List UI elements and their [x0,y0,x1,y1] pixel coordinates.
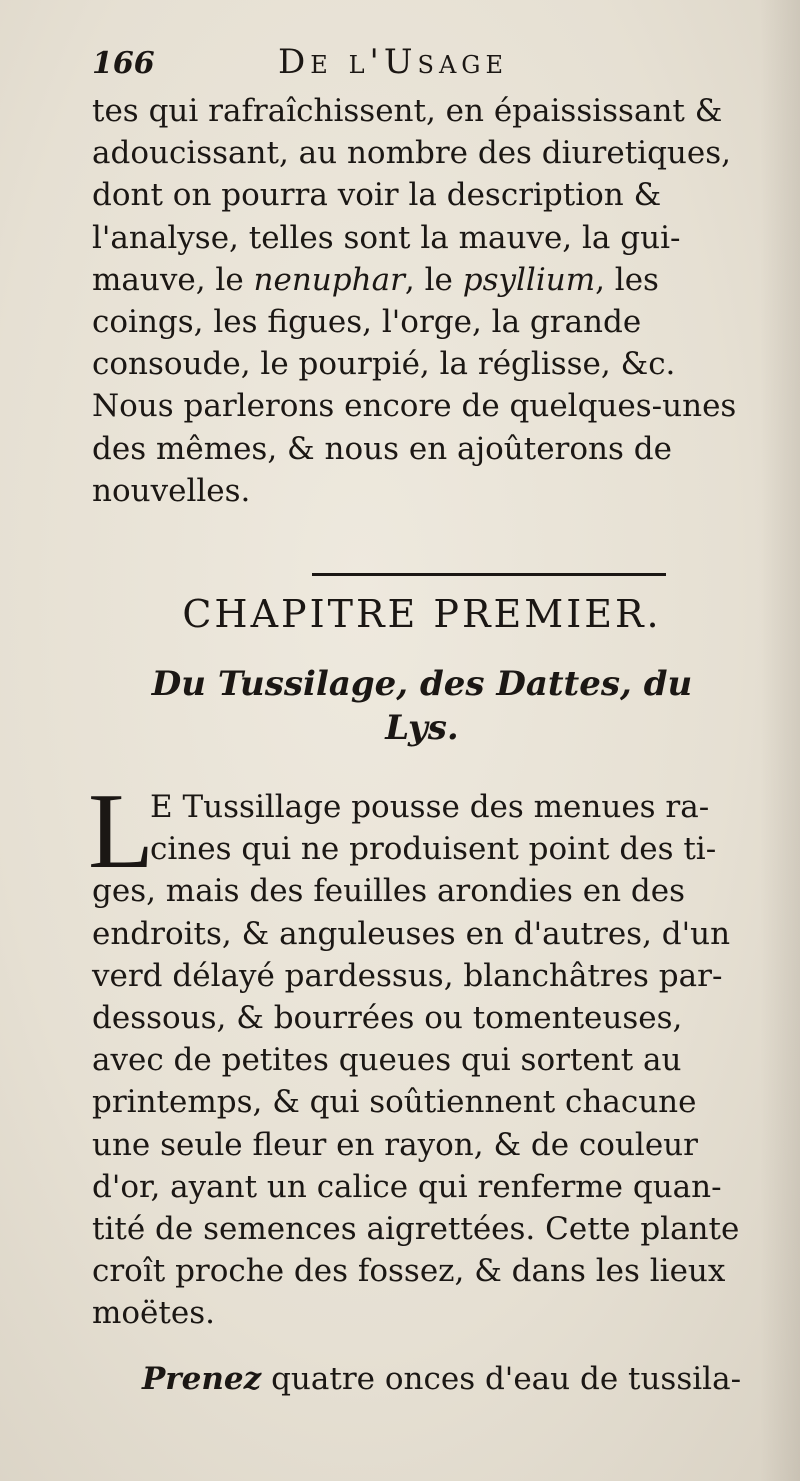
italic-term: nenuphar [253,261,405,298]
paragraph-recipe [92,1358,752,1400]
text-line: tité de semences aigrettées. Cette plante [92,1211,740,1248]
text-line: printemps, & qui soûtiennent chacune [92,1084,697,1121]
text-line: dont on pourra voir la description & [92,177,662,214]
text-line: verd délayé pardessus, blanchâtres par- [92,957,723,994]
text-line: , les [595,261,659,298]
page-edge-shadow [760,0,800,1481]
page-header [92,42,752,92]
text-line: avec de petites queues qui sortent au [92,1042,682,1079]
text-line: coings, les figues, l'orge, la grande [92,304,642,341]
text-line: tes qui rafraîchissent, en épaississant & [92,93,723,129]
text-line: cines qui ne produisent point des ti- [150,831,717,868]
text-line: quatre onces d'eau de tussila- [261,1361,742,1397]
text-line: croît proche des fossez, & dans les lieux [92,1253,726,1290]
drop-cap: L [88,772,154,891]
chapter-subtitle [92,662,752,750]
text-line: consoude, le pourpié, la réglisse, &c. [92,346,676,383]
subtitle-line: Du Tussilage, des Dattes, du [151,664,693,704]
paragraph-tussilage [92,786,752,1335]
text-line: d'or, ayant un calice qui renferme quan- [92,1168,722,1205]
text-line: l'analyse, telles sont la mauve, la gui- [92,219,681,256]
text-line: , le [404,261,453,298]
subtitle-line: Lys. [385,708,459,748]
text-line: nouvelles. [92,472,251,509]
text-line: ges, mais des feuilles arondies en des [92,873,686,910]
text-line: Nous parlerons encore de quelques-unes [92,388,737,425]
intro-paragraph [92,90,752,512]
text-line: moëtes. [92,1295,215,1332]
chapter-title: CHAPITRE PREMIER. [182,592,662,636]
text-line: une seule fleur en rayon, & de couleur [92,1126,698,1163]
text-line: dessous, & bourrées ou tomenteuses, [92,1000,683,1037]
page-number: 166 [92,46,155,81]
recipe-lead-word: Prenez [142,1361,262,1397]
section-rule [312,573,666,576]
text-line: endroits, & anguleuses en d'autres, d'un [92,915,731,952]
text-line: des mêmes, & nous en ajoûterons de [92,430,672,467]
text-line: mauve, le [92,261,244,298]
text-line: adoucissant, au nombre des diuretiques, [92,135,731,172]
text-line: E Tussillage pousse des menues ra- [150,789,710,825]
running-head: De l'Usage [278,42,508,82]
italic-term: psyllium [462,261,596,298]
